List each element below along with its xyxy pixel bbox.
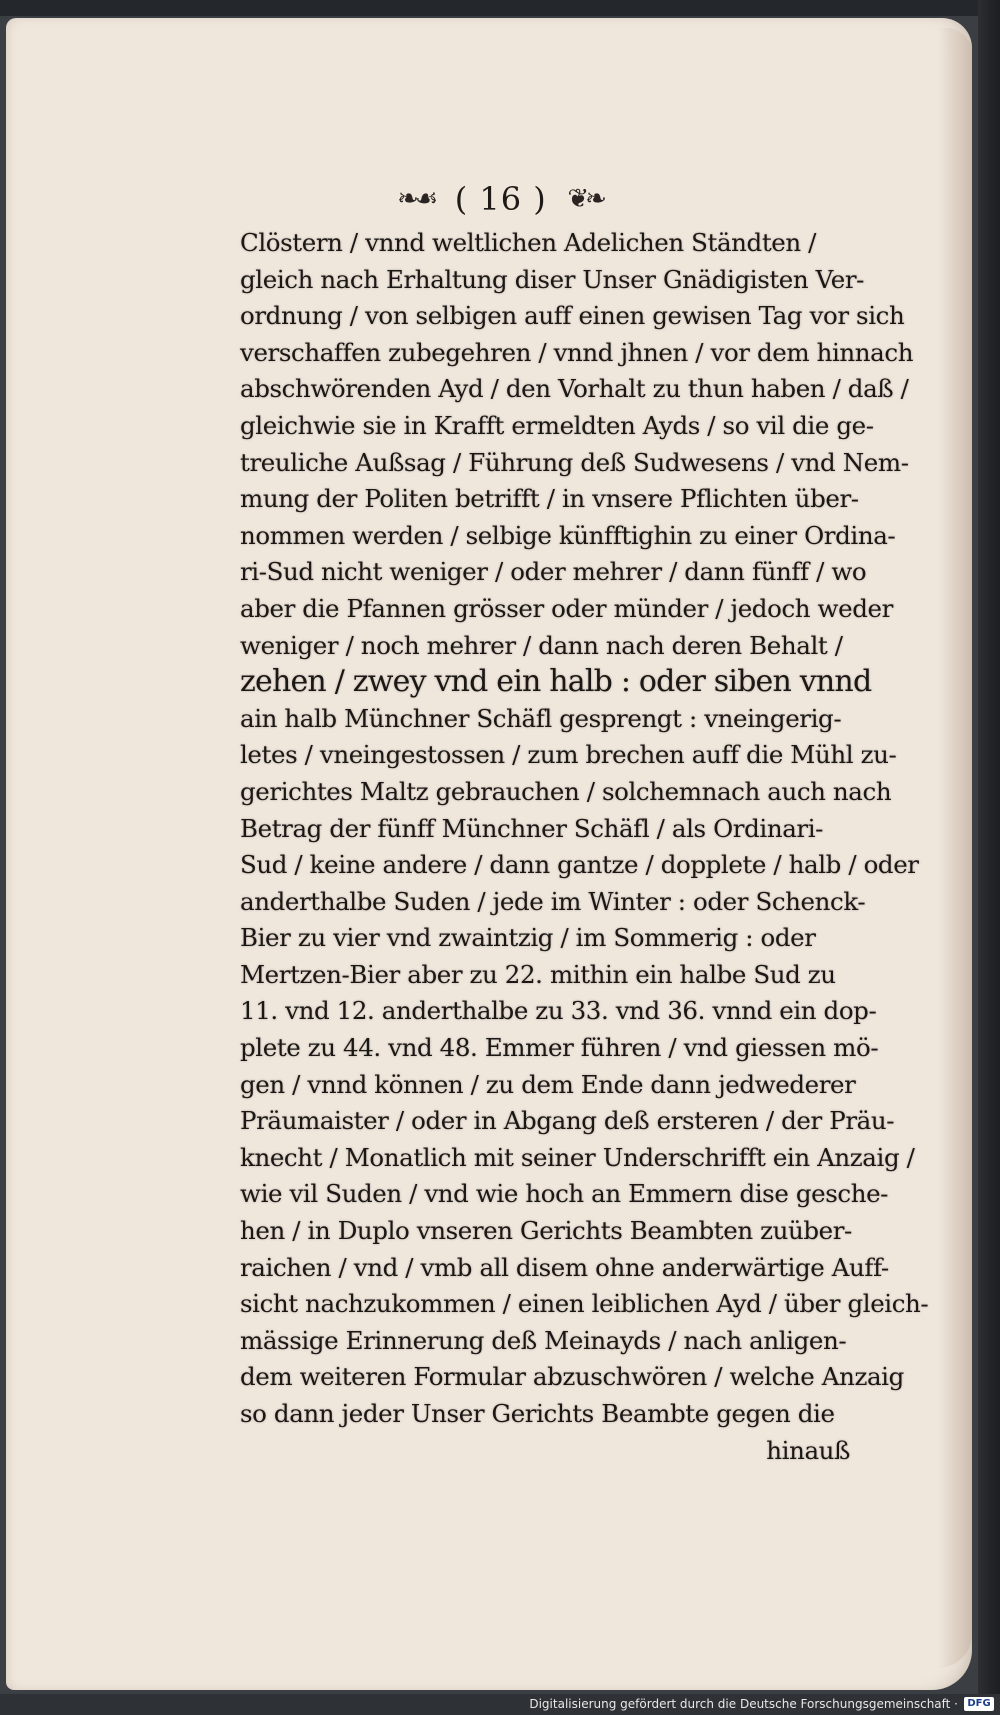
text-line: mässige Erinnerung deß Meinayds / nach anligen-: [240, 1325, 847, 1355]
text-line: nommen werden / selbige künfftighin zu einer Ordina-: [240, 520, 896, 550]
text-line: ri-Sud nicht weniger / oder mehrer / dann fünff / wo: [240, 557, 867, 587]
funding-credit: Digitalisierung gefördert durch die Deutsche Forschungsgemeinschaft ·: [529, 1697, 958, 1711]
text-line: wie vil Suden / vnd wie hoch an Emmern dise gesche-: [240, 1179, 889, 1209]
dfg-logo-icon: DFG: [964, 1697, 994, 1711]
text-line: gleich nach Erhaltung diser Unser Gnädigisten Ver-: [240, 264, 865, 294]
text-line: raichen / vnd / vmb all disem ohne anderwärtige Auff-: [240, 1252, 889, 1282]
body-text: [240, 225, 929, 1469]
page-number: ( 16 ): [454, 180, 547, 218]
text-line: verschaffen zubegehren / vnnd jhnen / vor dem hinnach: [240, 337, 914, 367]
text-line: gerichtes Maltz gebrauchen / solchemnach auch nach: [240, 776, 892, 806]
text-line: ordnung / von selbigen auff einen gewisen Tag vor sich: [240, 301, 905, 331]
text-line: gen / vnnd können / zu dem Ende dann jedwederer: [240, 1069, 856, 1099]
text-line: Präumaister / oder in Abgang deß ersteren / der Präu-: [240, 1106, 895, 1136]
text-line: Mertzen-Bier aber zu 22. mithin ein halbe Sud zu: [240, 959, 836, 989]
left-ornament-icon: ❧☙: [397, 184, 435, 214]
text-line: 11. vnd 12. anderthalbe zu 33. vnd 36. vnnd ein dop-: [240, 996, 877, 1026]
text-line: ain halb Münchner Schäfl gesprengt : vneingerig-: [240, 703, 842, 733]
text-line: weniger / noch mehrer / dann nach deren Behalt /: [240, 630, 843, 660]
text-line: anderthalbe Suden / jede im Winter : oder Schenck-: [240, 886, 866, 916]
right-ornament-icon: ❦❧: [567, 184, 603, 214]
text-line: Clöstern / vnnd weltlichen Adelichen Ständten /: [240, 228, 817, 257]
text-line: Sud / keine andere / dann gantze / dopplete / halb / oder: [240, 850, 919, 880]
text-line: Betrag der fünff Münchner Schäfl / als Ordinari-: [240, 813, 824, 843]
text-line: aber die Pfannen grösser oder münder / jedoch weder: [240, 593, 893, 623]
text-line: abschwörenden Ayd / den Vorhalt zu thun haben / daß /: [240, 374, 909, 404]
text-line: gleichwie sie in Krafft ermeldten Ayds / so vil die ge-: [240, 410, 874, 440]
text-line: mung der Politen betrifft / in vnsere Pflichten über-: [240, 484, 859, 514]
text-line: dem weiteren Formular abzuschwören / welche Anzaig: [240, 1362, 904, 1392]
page-header: [0, 180, 1000, 218]
text-line: sicht nachzukommen / einen leiblichen Ayd / über gleich-: [240, 1289, 929, 1319]
text-line: plete zu 44. vnd 48. Emmer führen / vnd giessen mö-: [240, 1033, 879, 1063]
text-line: so dann jeder Unser Gerichts Beambte gegen die: [240, 1399, 835, 1428]
text-line: letes / vneingestossen / zum brechen auff die Mühl zu-: [240, 740, 897, 770]
catchword: hinauß: [766, 1435, 850, 1465]
scan-frame-right: [978, 0, 1000, 1715]
text-line: hen / in Duplo vnseren Gerichts Beambten zuüber-: [240, 1216, 852, 1246]
scan-frame-top: [0, 0, 1000, 16]
text-line: treuliche Außsag / Führung deß Sudwesens / vnd Nem-: [240, 447, 909, 477]
text-line-emphasis: zehen / zwey vnd ein halb : oder siben vnnd: [240, 664, 872, 700]
text-line: Bier zu vier vnd zwaintzig / im Sommerig : oder: [240, 923, 816, 953]
text-line: knecht / Monatlich mit seiner Underschrifft ein Anzaig /: [240, 1142, 915, 1172]
page-curl-shadow: [938, 28, 972, 1668]
